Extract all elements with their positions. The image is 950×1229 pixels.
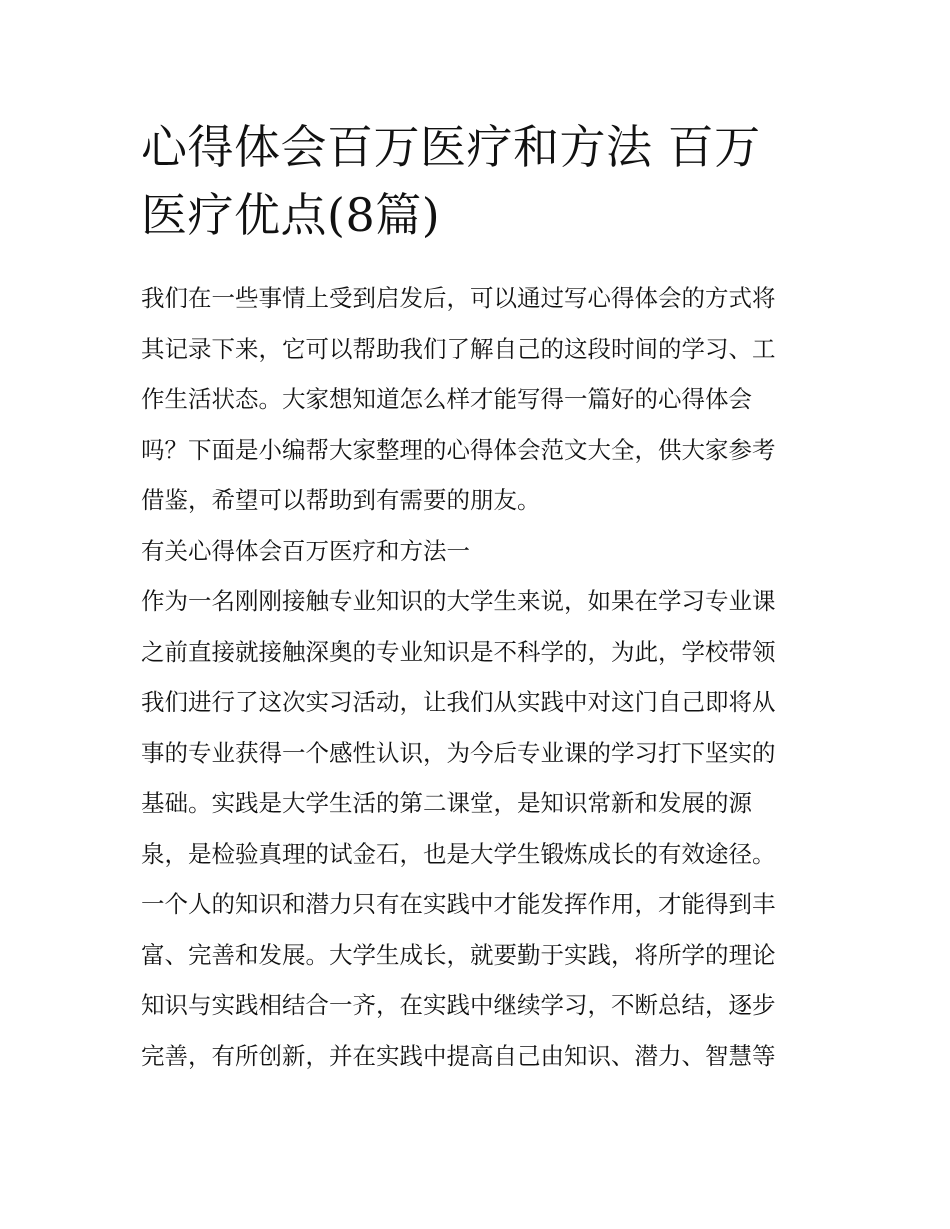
title-line: 心得体会百万医疗和方法 百万 (141, 120, 761, 174)
intro-paragraph (141, 273, 813, 526)
section-heading-text: 有关心得体会百万医疗和方法一 (141, 536, 470, 565)
text-line: 吗？下面是小编帮大家整理的心得体会范文大全，供大家参考 (141, 435, 776, 464)
text-line: 基础。实践是大学生活的第二课堂，是知识常新和发展的源 (141, 789, 752, 817)
title-line: 医疗优点(8篇) (141, 188, 441, 242)
text-line: 泉，是检验真理的试金石，也是大学生锻炼成长的有效途径。 (141, 839, 776, 868)
body-paragraph (141, 576, 813, 1081)
text-line: 借鉴，希望可以帮助到有需要的朋友。 (141, 486, 541, 514)
text-line: 我们在一些事情上受到启发后，可以通过写心得体会的方式将 (141, 284, 776, 312)
text-line: 作生活状态。大家想知道怎么样才能写得一篇好的心得体会 (141, 385, 752, 413)
text-line: 事的专业获得一个感性认识，为今后专业课的学习打下坚实的 (141, 738, 776, 767)
text-line: 知识与实践相结合一齐，在实践中继续学习，不断总结，逐步 (141, 991, 776, 1019)
section-heading (141, 526, 813, 577)
text-line: 之前直接就接触深奥的专业知识是不科学的，为此，学校带领 (141, 637, 776, 666)
text-line: 完善，有所创新，并在实践中提高自己由知识、潜力、智慧等 (141, 1041, 776, 1070)
text-line: 一个人的知识和潜力只有在实践中才能发挥作用，才能得到丰 (141, 890, 776, 918)
text-line: 富、完善和发展。大学生成长，就要勤于实践，将所学的理论 (141, 940, 776, 969)
document-content (141, 113, 813, 1081)
text-line: 作为一名刚刚接触专业知识的大学生来说，如果在学习专业课 (141, 587, 776, 615)
document-title (141, 113, 813, 249)
text-line: 我们进行了这次实习活动，让我们从实践中对这门自己即将从 (141, 688, 776, 716)
text-line: 其记录下来，它可以帮助我们了解自己的这段时间的学习、工 (141, 334, 776, 363)
